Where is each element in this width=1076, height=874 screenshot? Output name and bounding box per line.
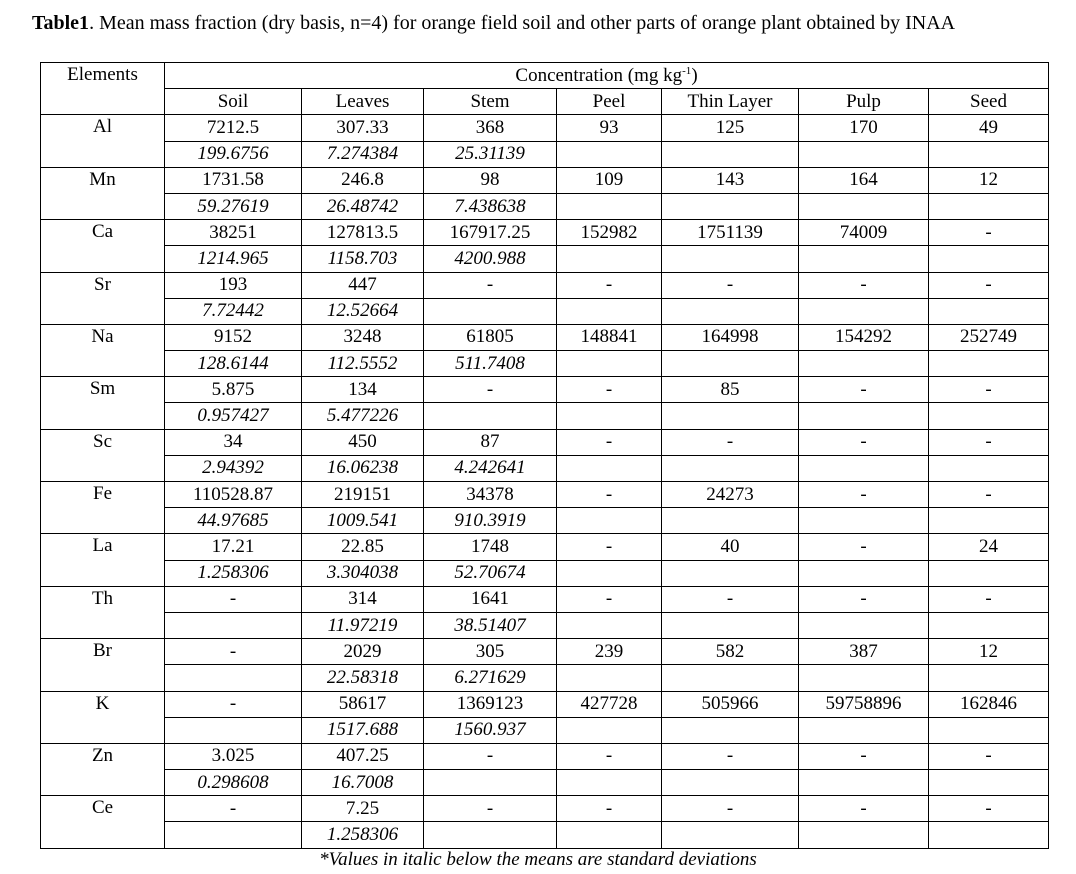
mean-value-cell: - <box>662 429 799 455</box>
std-dev-cell <box>662 770 799 796</box>
element-name: Ca <box>41 220 165 272</box>
std-dev-cell <box>662 141 799 167</box>
column-header: Peel <box>557 89 662 115</box>
mean-value-cell: - <box>424 796 557 822</box>
mean-value-cell: 154292 <box>799 324 929 350</box>
std-dev-cell: 38.51407 <box>424 612 557 638</box>
mean-row <box>41 429 1049 455</box>
std-dev-cell: 1009.541 <box>302 508 424 534</box>
std-dev-cell <box>557 351 662 377</box>
std-dev-cell <box>929 770 1049 796</box>
element-name: Br <box>41 639 165 691</box>
std-dev-cell <box>165 717 302 743</box>
elements-header: Elements <box>41 63 165 115</box>
std-dev-cell <box>799 246 929 272</box>
mean-value-cell: 34 <box>165 429 302 455</box>
std-dev-cell <box>662 560 799 586</box>
std-dev-cell: 1.258306 <box>302 822 424 848</box>
std-dev-cell <box>799 141 929 167</box>
std-dev-row <box>41 822 1049 848</box>
mean-value-cell: 170 <box>799 115 929 141</box>
mean-value-cell: 98 <box>424 167 557 193</box>
mean-value-cell: - <box>799 272 929 298</box>
mean-value-cell: - <box>799 586 929 612</box>
mean-value-cell: 219151 <box>302 482 424 508</box>
std-dev-cell: 511.7408 <box>424 351 557 377</box>
std-dev-cell <box>557 298 662 324</box>
std-dev-cell: 11.97219 <box>302 612 424 638</box>
std-dev-cell <box>662 351 799 377</box>
table-caption-text: . Mean mass fraction (dry basis, n=4) for orange field soil and other parts of orange plant obtained by INAA <box>89 12 956 34</box>
mean-value-cell: 38251 <box>165 220 302 246</box>
std-dev-cell <box>662 508 799 534</box>
element-name: Ce <box>41 796 165 848</box>
std-dev-cell: 2.94392 <box>165 455 302 481</box>
mean-value-cell: - <box>799 429 929 455</box>
std-dev-cell: 16.7008 <box>302 770 424 796</box>
mean-value-cell: 252749 <box>929 324 1049 350</box>
mean-row <box>41 220 1049 246</box>
element-name: Mn <box>41 167 165 219</box>
std-dev-cell <box>662 298 799 324</box>
mean-value-cell: 134 <box>302 377 424 403</box>
mean-row <box>41 482 1049 508</box>
mean-value-cell: 24 <box>929 534 1049 560</box>
concentration-table <box>40 62 1049 849</box>
std-dev-cell: 1214.965 <box>165 246 302 272</box>
std-dev-row <box>41 612 1049 638</box>
mean-row <box>41 115 1049 141</box>
mean-value-cell: 12 <box>929 639 1049 665</box>
column-header: Stem <box>424 89 557 115</box>
mean-value-cell: - <box>165 639 302 665</box>
mean-value-cell: - <box>929 586 1049 612</box>
std-dev-cell <box>799 298 929 324</box>
std-dev-cell: 16.06238 <box>302 455 424 481</box>
std-dev-cell <box>929 403 1049 429</box>
mean-value-cell: 24273 <box>662 482 799 508</box>
mean-value-cell: - <box>799 377 929 403</box>
mean-value-cell: 1369123 <box>424 691 557 717</box>
std-dev-cell <box>799 822 929 848</box>
mean-value-cell: - <box>557 534 662 560</box>
mean-value-cell: - <box>557 586 662 612</box>
std-dev-cell: 22.58318 <box>302 665 424 691</box>
std-dev-cell <box>929 560 1049 586</box>
std-dev-cell <box>557 193 662 219</box>
mean-value-cell: - <box>799 743 929 769</box>
std-dev-cell <box>799 508 929 534</box>
mean-value-cell: 3.025 <box>165 743 302 769</box>
mean-value-cell: - <box>929 429 1049 455</box>
std-dev-row <box>41 193 1049 219</box>
mean-value-cell: 49 <box>929 115 1049 141</box>
std-dev-cell <box>929 508 1049 534</box>
element-name: Sm <box>41 377 165 429</box>
std-dev-cell: 5.477226 <box>302 403 424 429</box>
mean-row <box>41 639 1049 665</box>
std-dev-cell <box>557 560 662 586</box>
mean-value-cell: - <box>557 429 662 455</box>
mean-value-cell: - <box>929 377 1049 403</box>
mean-value-cell: - <box>165 586 302 612</box>
std-dev-cell <box>557 141 662 167</box>
mean-value-cell: 1751139 <box>662 220 799 246</box>
mean-value-cell: - <box>662 796 799 822</box>
std-dev-row <box>41 560 1049 586</box>
std-dev-cell <box>799 717 929 743</box>
mean-value-cell: - <box>929 482 1049 508</box>
mean-row <box>41 586 1049 612</box>
mean-value-cell: 34378 <box>424 482 557 508</box>
concentration-label: Concentration (mg kg <box>515 64 683 86</box>
std-dev-row <box>41 455 1049 481</box>
std-dev-cell <box>557 665 662 691</box>
mean-value-cell: - <box>929 272 1049 298</box>
std-dev-cell <box>929 612 1049 638</box>
std-dev-cell <box>929 193 1049 219</box>
std-dev-cell <box>662 665 799 691</box>
mean-row <box>41 377 1049 403</box>
mean-value-cell: - <box>557 482 662 508</box>
std-dev-cell <box>557 455 662 481</box>
std-dev-cell <box>799 560 929 586</box>
std-dev-cell <box>662 717 799 743</box>
std-dev-cell <box>799 455 929 481</box>
mean-value-cell: - <box>424 377 557 403</box>
std-dev-cell: 1517.688 <box>302 717 424 743</box>
mean-value-cell: 9152 <box>165 324 302 350</box>
mean-value-cell: 3248 <box>302 324 424 350</box>
std-dev-row <box>41 298 1049 324</box>
column-header: Pulp <box>799 89 929 115</box>
mean-value-cell: 1641 <box>424 586 557 612</box>
std-dev-cell <box>557 770 662 796</box>
std-dev-cell <box>165 612 302 638</box>
mean-value-cell: 109 <box>557 167 662 193</box>
mean-value-cell: - <box>929 796 1049 822</box>
std-dev-cell <box>799 612 929 638</box>
mean-value-cell: - <box>557 272 662 298</box>
mean-value-cell: - <box>799 534 929 560</box>
std-dev-row <box>41 141 1049 167</box>
std-dev-cell <box>799 193 929 219</box>
std-dev-cell: 44.97685 <box>165 508 302 534</box>
std-dev-row <box>41 770 1049 796</box>
table-body <box>41 115 1049 848</box>
std-dev-cell: 7.72442 <box>165 298 302 324</box>
mean-value-cell: - <box>424 272 557 298</box>
std-dev-cell <box>929 246 1049 272</box>
std-dev-cell: 59.27619 <box>165 193 302 219</box>
std-dev-cell: 52.70674 <box>424 560 557 586</box>
std-dev-cell: 12.52664 <box>302 298 424 324</box>
mean-value-cell: - <box>662 586 799 612</box>
mean-row <box>41 796 1049 822</box>
element-name: La <box>41 534 165 586</box>
std-dev-row <box>41 403 1049 429</box>
mean-value-cell: 246.8 <box>302 167 424 193</box>
std-dev-cell <box>557 822 662 848</box>
mean-row <box>41 534 1049 560</box>
mean-value-cell: 125 <box>662 115 799 141</box>
std-dev-cell: 0.298608 <box>165 770 302 796</box>
mean-value-cell: 450 <box>302 429 424 455</box>
mean-value-cell: 143 <box>662 167 799 193</box>
std-dev-cell <box>929 665 1049 691</box>
std-dev-cell: 4200.988 <box>424 246 557 272</box>
mean-value-cell: 2029 <box>302 639 424 665</box>
mean-value-cell: 127813.5 <box>302 220 424 246</box>
column-header: Seed <box>929 89 1049 115</box>
std-dev-cell: 199.6756 <box>165 141 302 167</box>
mean-value-cell: 1748 <box>424 534 557 560</box>
mean-value-cell: 85 <box>662 377 799 403</box>
table-caption <box>32 10 1072 36</box>
mean-row <box>41 167 1049 193</box>
std-dev-cell: 3.304038 <box>302 560 424 586</box>
std-dev-cell <box>424 403 557 429</box>
element-name: Th <box>41 586 165 638</box>
std-dev-cell: 6.271629 <box>424 665 557 691</box>
mean-row <box>41 324 1049 350</box>
concentration-header <box>165 63 1049 89</box>
std-dev-cell <box>799 665 929 691</box>
element-name: Zn <box>41 743 165 795</box>
column-header: Leaves <box>302 89 424 115</box>
std-dev-cell <box>424 770 557 796</box>
std-dev-cell: 25.31139 <box>424 141 557 167</box>
element-name: Fe <box>41 482 165 534</box>
std-dev-cell: 7.274384 <box>302 141 424 167</box>
mean-value-cell: 164998 <box>662 324 799 350</box>
std-dev-cell <box>662 193 799 219</box>
mean-value-cell: 7.25 <box>302 796 424 822</box>
mean-value-cell: - <box>557 743 662 769</box>
std-dev-cell: 0.957427 <box>165 403 302 429</box>
mean-value-cell: - <box>165 691 302 717</box>
std-dev-cell <box>929 141 1049 167</box>
mean-value-cell: 148841 <box>557 324 662 350</box>
std-dev-cell <box>929 298 1049 324</box>
element-name: K <box>41 691 165 743</box>
std-dev-cell: 26.48742 <box>302 193 424 219</box>
mean-value-cell: - <box>662 743 799 769</box>
mean-value-cell: - <box>424 743 557 769</box>
mean-value-cell: 193 <box>165 272 302 298</box>
mean-value-cell: 7212.5 <box>165 115 302 141</box>
std-dev-cell: 128.6144 <box>165 351 302 377</box>
mean-value-cell: 368 <box>424 115 557 141</box>
std-dev-cell: 112.5552 <box>302 351 424 377</box>
std-dev-cell <box>799 770 929 796</box>
mean-value-cell: - <box>929 743 1049 769</box>
std-dev-cell <box>557 612 662 638</box>
std-dev-cell <box>929 351 1049 377</box>
mean-value-cell: - <box>165 796 302 822</box>
element-name: Na <box>41 324 165 376</box>
std-dev-cell <box>929 717 1049 743</box>
std-dev-cell <box>929 822 1049 848</box>
mean-value-cell: 1731.58 <box>165 167 302 193</box>
std-dev-cell: 1560.937 <box>424 717 557 743</box>
mean-value-cell: 59758896 <box>799 691 929 717</box>
std-dev-cell <box>557 403 662 429</box>
mean-value-cell: 167917.25 <box>424 220 557 246</box>
std-dev-cell: 910.3919 <box>424 508 557 534</box>
std-dev-row <box>41 351 1049 377</box>
std-dev-cell <box>662 246 799 272</box>
element-name: Al <box>41 115 165 167</box>
std-dev-cell <box>165 822 302 848</box>
std-dev-cell: 1158.703 <box>302 246 424 272</box>
std-dev-cell <box>662 455 799 481</box>
std-dev-cell <box>557 246 662 272</box>
mean-row <box>41 691 1049 717</box>
column-header: Thin Layer <box>662 89 799 115</box>
mean-value-cell: 17.21 <box>165 534 302 560</box>
std-dev-cell <box>929 455 1049 481</box>
std-dev-cell <box>424 298 557 324</box>
element-name: Sr <box>41 272 165 324</box>
mean-value-cell: 93 <box>557 115 662 141</box>
mean-value-cell: 407.25 <box>302 743 424 769</box>
mean-value-cell: - <box>799 796 929 822</box>
mean-value-cell: - <box>557 377 662 403</box>
mean-value-cell: 164 <box>799 167 929 193</box>
concentration-label-close: ) <box>691 64 698 86</box>
std-dev-cell <box>557 717 662 743</box>
column-header: Soil <box>165 89 302 115</box>
mean-value-cell: 427728 <box>557 691 662 717</box>
mean-value-cell: 314 <box>302 586 424 612</box>
mean-value-cell: 582 <box>662 639 799 665</box>
std-dev-cell <box>662 822 799 848</box>
mean-value-cell: 307.33 <box>302 115 424 141</box>
mean-value-cell: - <box>799 482 929 508</box>
std-dev-cell <box>799 351 929 377</box>
mean-value-cell: 40 <box>662 534 799 560</box>
concentration-unit-exponent: -1 <box>682 64 692 77</box>
std-dev-cell <box>424 822 557 848</box>
std-dev-row <box>41 665 1049 691</box>
table-caption-label: Table1 <box>32 12 90 34</box>
std-dev-row <box>41 508 1049 534</box>
mean-row <box>41 272 1049 298</box>
mean-value-cell: 505966 <box>662 691 799 717</box>
mean-value-cell: 12 <box>929 167 1049 193</box>
mean-value-cell: - <box>662 272 799 298</box>
mean-value-cell: 152982 <box>557 220 662 246</box>
std-dev-cell: 7.438638 <box>424 193 557 219</box>
std-dev-cell: 4.242641 <box>424 455 557 481</box>
mean-value-cell: 74009 <box>799 220 929 246</box>
element-name: Sc <box>41 429 165 481</box>
std-dev-cell <box>799 403 929 429</box>
mean-row <box>41 743 1049 769</box>
std-dev-cell <box>557 508 662 534</box>
mean-value-cell: 387 <box>799 639 929 665</box>
mean-value-cell: 305 <box>424 639 557 665</box>
std-dev-cell <box>165 665 302 691</box>
table-footnote: *Values in italic below the means are standard deviations <box>319 849 757 870</box>
mean-value-cell: - <box>929 220 1049 246</box>
mean-value-cell: 447 <box>302 272 424 298</box>
mean-value-cell: 239 <box>557 639 662 665</box>
mean-value-cell: 22.85 <box>302 534 424 560</box>
std-dev-cell <box>662 612 799 638</box>
header-row-columns <box>41 89 1049 115</box>
mean-value-cell: 110528.87 <box>165 482 302 508</box>
mean-value-cell: - <box>557 796 662 822</box>
mean-value-cell: 61805 <box>424 324 557 350</box>
std-dev-row <box>41 246 1049 272</box>
mean-value-cell: 5.875 <box>165 377 302 403</box>
header-row-concentration <box>41 63 1049 89</box>
std-dev-cell: 1.258306 <box>165 560 302 586</box>
mean-value-cell: 162846 <box>929 691 1049 717</box>
mean-value-cell: 87 <box>424 429 557 455</box>
mean-value-cell: 58617 <box>302 691 424 717</box>
std-dev-cell <box>662 403 799 429</box>
std-dev-row <box>41 717 1049 743</box>
